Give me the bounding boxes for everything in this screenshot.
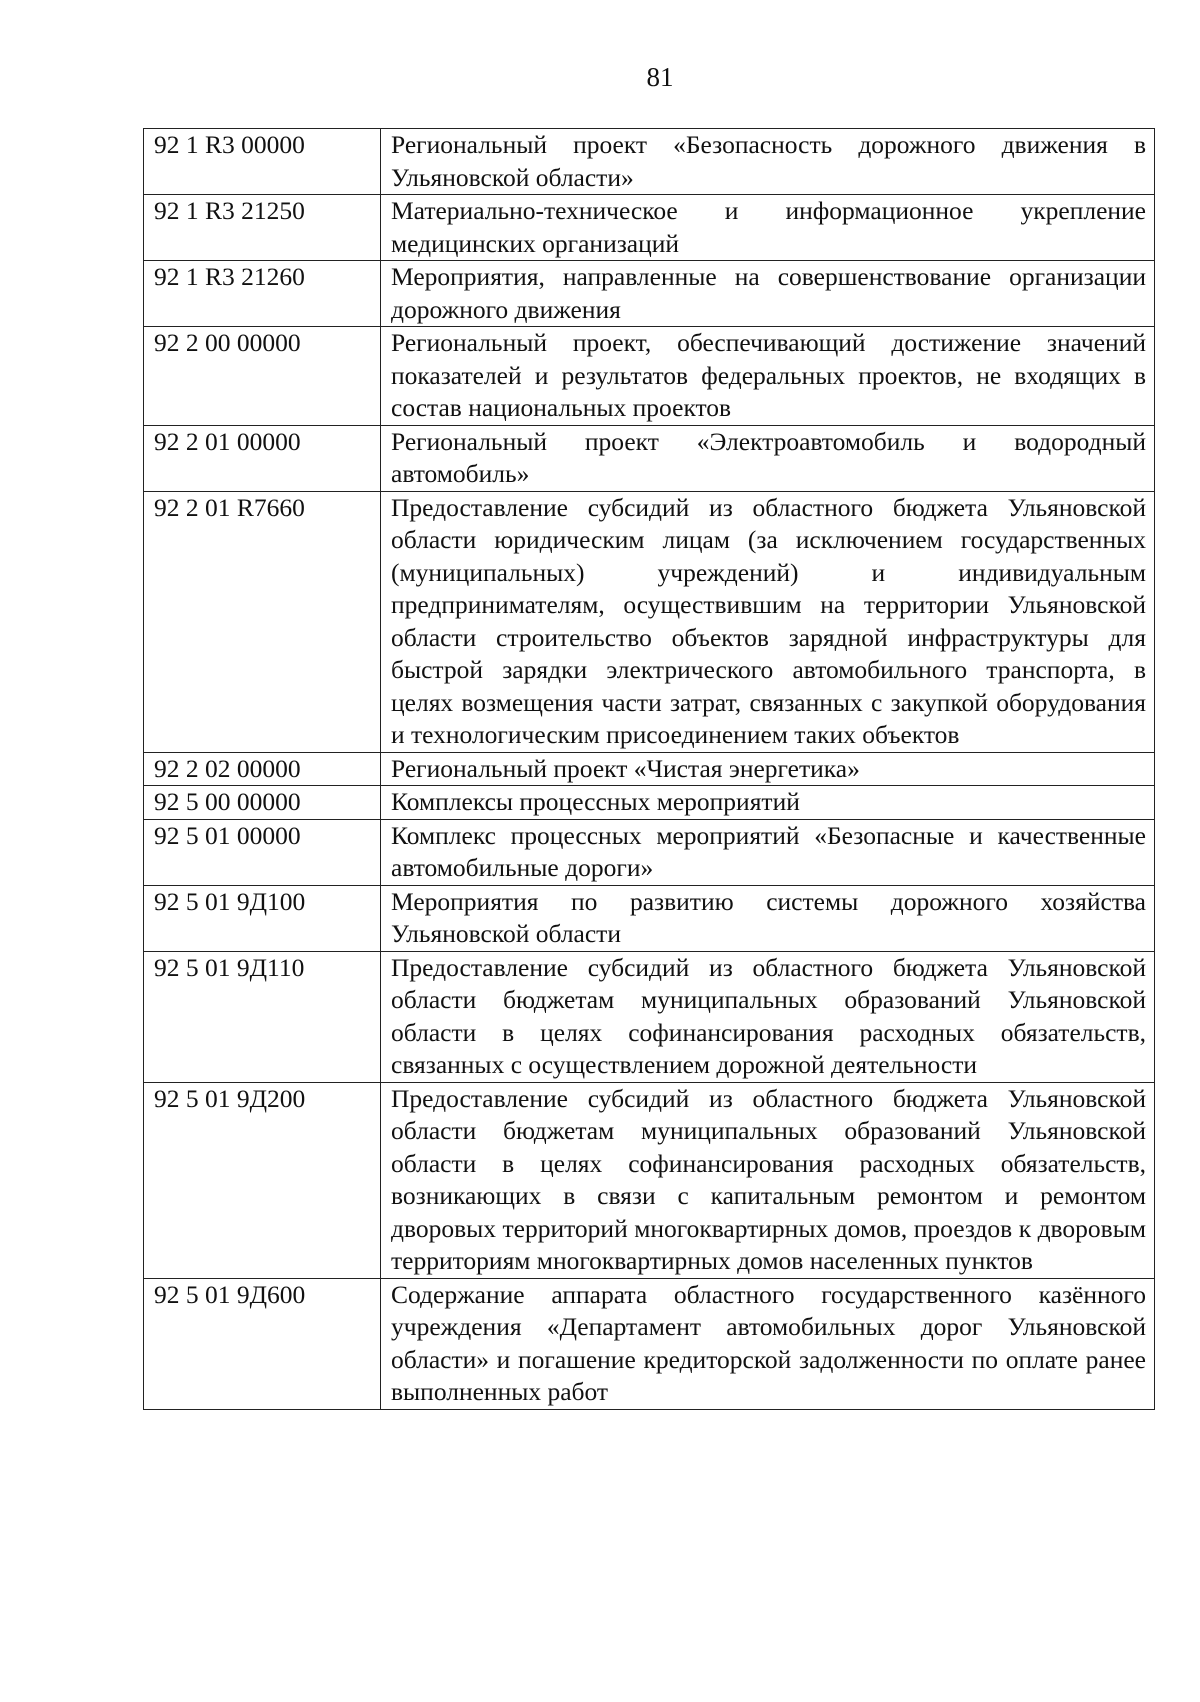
- table-row: [144, 786, 1155, 820]
- code-cell: 92 5 00 00000: [144, 786, 381, 820]
- description-cell: Комплексы процессных мероприятий: [381, 786, 1155, 820]
- description-cell: Мероприятия, направленные на совершенствование организации дорожного движения: [381, 261, 1155, 327]
- description-cell: Материально-техническое и информационное укрепление медицинских организаций: [381, 195, 1155, 261]
- code-cell: 92 5 01 00000: [144, 819, 381, 885]
- table-row: [144, 195, 1155, 261]
- table-row: [144, 951, 1155, 1082]
- code-cell: 92 2 01 00000: [144, 425, 381, 491]
- budget-code-table: [143, 128, 1155, 1410]
- description-cell: Предоставление субсидий из областного бюджета Ульяновской области юридическим лицам (за исключением государственных (муниципальных) учреждений) и индивидуальным предпринимателям, осуществившим на территории Ульяновской области строительство объектов зарядной инфраструктуры для быстрой зарядки электрического автомобильного транспорта, в целях возмещения части затрат, связанных с закупкой оборудования и технологическим присоединением таких объектов: [381, 491, 1155, 752]
- description-cell: Предоставление субсидий из областного бюджета Ульяновской области бюджетам муниципальных образований Ульяновской области в целях софинансирования расходных обязательств, возникающих в связи с капитальным ремонтом и ремонтом дворовых территорий многоквартирных домов, проездов к дворовым территориям многоквартирных домов населенных пунктов: [381, 1082, 1155, 1278]
- page-number: 81: [646, 62, 674, 92]
- code-cell: 92 1 R3 21260: [144, 261, 381, 327]
- description-cell: Предоставление субсидий из областного бюджета Ульяновской области бюджетам муниципальных образований Ульяновской области в целях софинансирования расходных обязательств, связанных с осуществлением дорожной деятельности: [381, 951, 1155, 1082]
- code-cell: 92 1 R3 00000: [144, 129, 381, 195]
- description-cell: Региональный проект «Чистая энергетика»: [381, 752, 1155, 786]
- code-cell: 92 5 01 9Д110: [144, 951, 381, 1082]
- description-cell: Региональный проект, обеспечивающий достижение значений показателей и результатов федеральных проектов, не входящих в состав национальных проектов: [381, 327, 1155, 426]
- table-row: [144, 261, 1155, 327]
- table-row: [144, 1278, 1155, 1409]
- code-cell: 92 2 00 00000: [144, 327, 381, 426]
- table-row: [144, 425, 1155, 491]
- code-cell: 92 5 01 9Д200: [144, 1082, 381, 1278]
- description-cell: Региональный проект «Электроавтомобиль и водородный автомобиль»: [381, 425, 1155, 491]
- code-cell: 92 5 01 9Д600: [144, 1278, 381, 1409]
- code-cell: 92 2 02 00000: [144, 752, 381, 786]
- code-cell: 92 5 01 9Д100: [144, 885, 381, 951]
- table-row: [144, 129, 1155, 195]
- code-cell: 92 1 R3 21250: [144, 195, 381, 261]
- code-cell: 92 2 01 R7660: [144, 491, 381, 752]
- table-row: [144, 327, 1155, 426]
- table-row: [144, 1082, 1155, 1278]
- description-cell: Комплекс процессных мероприятий «Безопасные и качественные автомобильные дороги»: [381, 819, 1155, 885]
- table-row: [144, 491, 1155, 752]
- description-cell: Содержание аппарата областного государственного казённого учреждения «Департамент автомобильных дорог Ульяновской области» и погашение кредиторской задолженности по оплате ранее выполненных работ: [381, 1278, 1155, 1409]
- table-row: [144, 819, 1155, 885]
- description-cell: Региональный проект «Безопасность дорожного движения в Ульяновской области»: [381, 129, 1155, 195]
- table-row: [144, 885, 1155, 951]
- table-row: [144, 752, 1155, 786]
- description-cell: Мероприятия по развитию системы дорожного хозяйства Ульяновской области: [381, 885, 1155, 951]
